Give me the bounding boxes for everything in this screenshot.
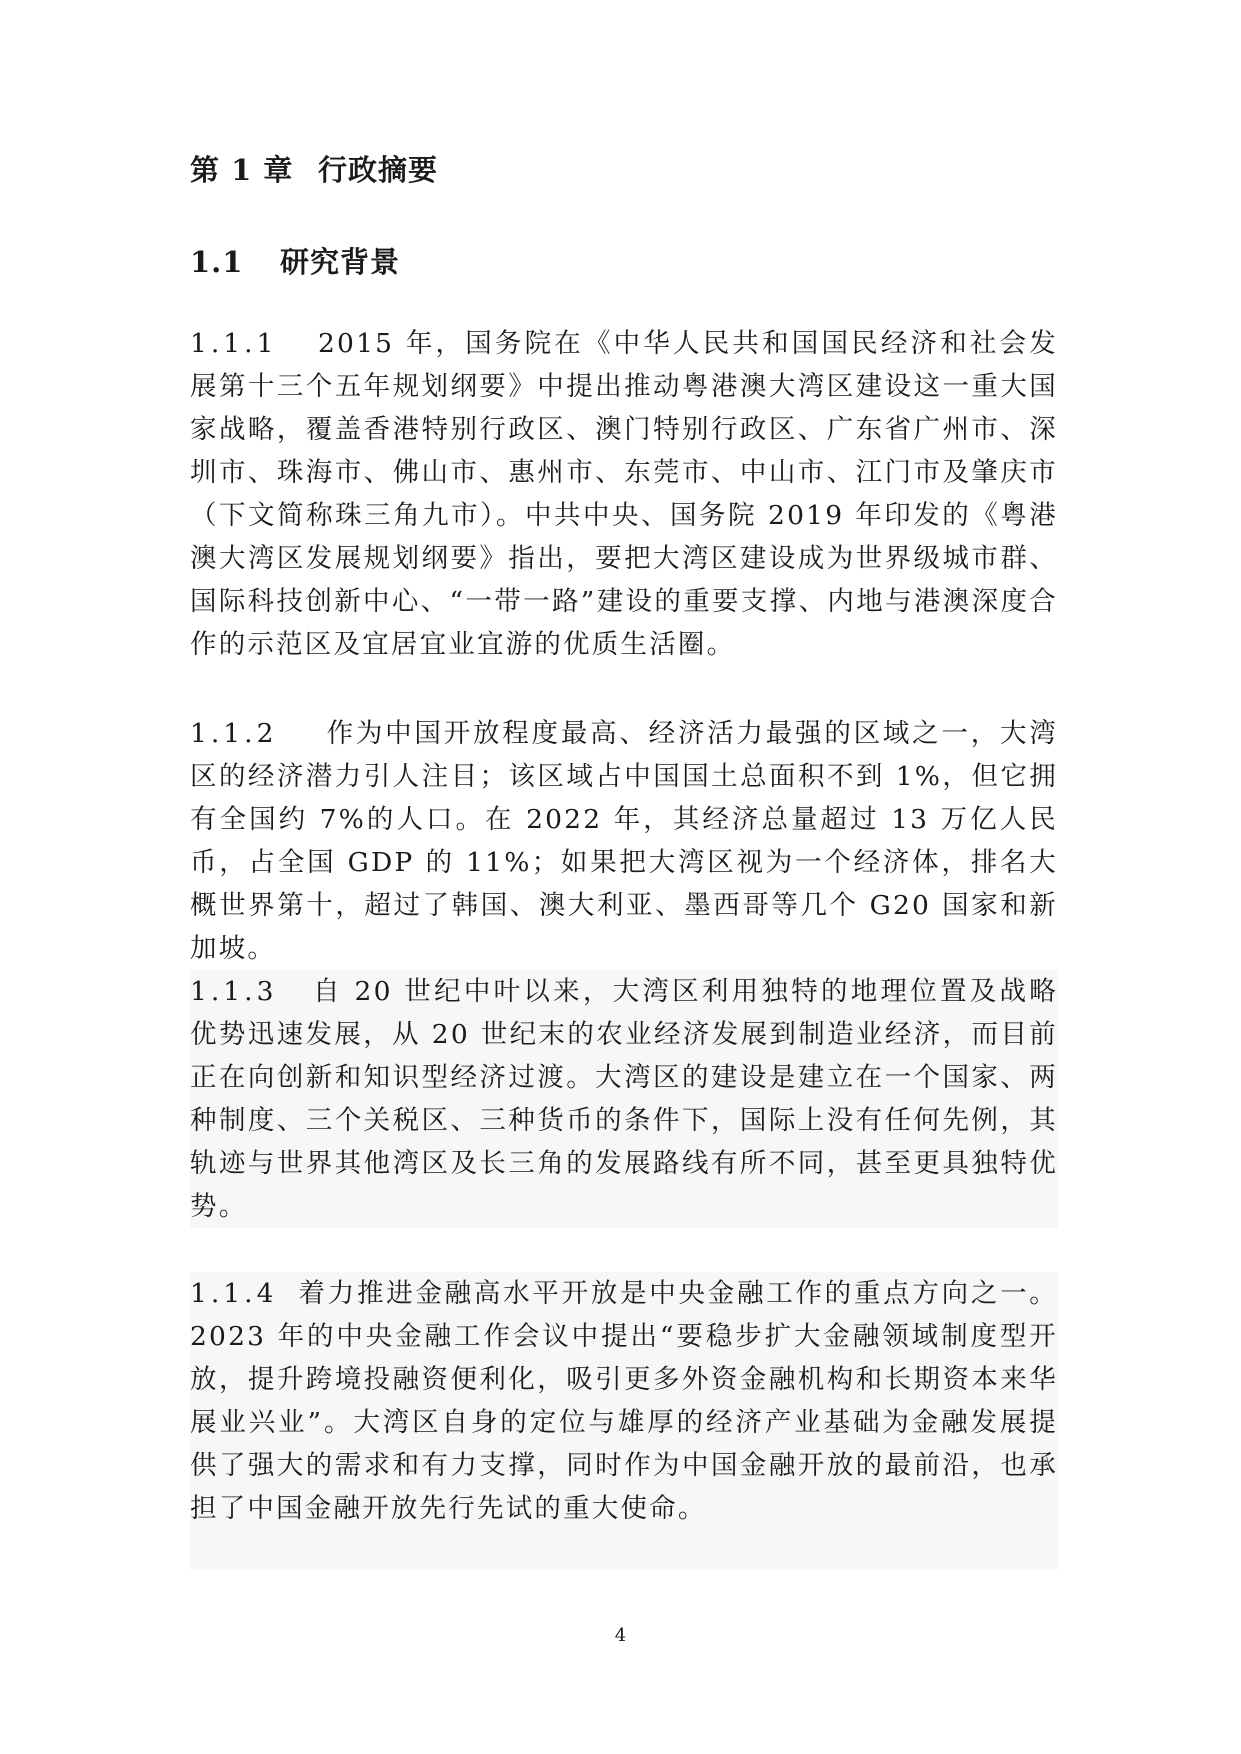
paragraph-text: 着力推进金融高水平开放是中央金融工作的重点方向之一。2023 年的中央金融工作会议中提出“要稳步扩大金融领域制度型开放，提升跨境投融资便利化，吸引更多外资金融机构和长期资本来华展业兴业”。大湾区自身的定位与雄厚的经济产业基础为金融发展提供了强大的需求和有力支撑，同时作为中国金融开放的最前沿，也承担了中国金融开放先行先试的重大使命。 (190, 1278, 1058, 1524)
paragraph-number: 1.1.1 (190, 328, 278, 359)
paragraph-1-1-1 (190, 322, 1058, 666)
paragraph-text: 2015 年，国务院在《中华人民共和国国民经济和社会发展第十三个五年规划纲要》中提出推动粤港澳大湾区建设这一重大国家战略，覆盖香港特别行政区、澳门特别行政区、广东省广州市、深圳市、珠海市、佛山市、惠州市、东莞市、中山市、江门市及肇庆市（下文简称珠三角九市）。中共中央、国务院 2019 年印发的《粤港澳大湾区发展规划纲要》指出，要把大湾区建设成为世界级城市群、国际科技创新中心、“一带一路”建设的重要支撑、内地与港澳深度合作的示范区及宜居宜业宜游的优质生活圈。 (190, 328, 1058, 660)
paragraph-1-1-3 (190, 970, 1058, 1228)
paragraph-text: 自 20 世纪中叶以来，大湾区利用独特的地理位置及战略优势迅速发展，从 20 世纪末的农业经济发展到制造业经济，而目前正在向创新和知识型经济过渡。大湾区的建设是建立在一个国家、两种制度、三个关税区、三种货币的条件下，国际上没有任何先例，其轨迹与世界其他湾区及长三角的发展路线有所不同，甚至更具独特优势。 (190, 976, 1058, 1222)
chapter-heading (190, 148, 438, 189)
chapter-number: 第 1 章 (190, 153, 294, 187)
paragraph-number: 1.1.4 (190, 1278, 278, 1309)
paragraph-number: 1.1.3 (190, 976, 278, 1007)
paragraph-1-1-2 (190, 712, 1058, 970)
page-number: 4 (614, 1625, 627, 1646)
chapter-title: 行政摘要 (318, 153, 439, 187)
paragraph-text: 作为中国开放程度最高、经济活力最强的区域之一，大湾区的经济潜力引人注目；该区域占中国国土总面积不到 1%，但它拥有全国约 7%的人口。在 2022 年，其经济总量超过 13 万亿人民币，占全国 GDP 的 11%；如果把大湾区视为一个经济体，排名大概世界第十，超过了韩国、澳大利亚、墨西哥等几个 G20 国家和新加坡。 (190, 718, 1058, 964)
section-number: 1.1 (190, 245, 244, 279)
paragraph-1-1-4 (190, 1272, 1058, 1570)
section-heading (190, 240, 400, 281)
paragraph-number: 1.1.2 (190, 718, 278, 749)
section-title: 研究背景 (280, 245, 401, 279)
